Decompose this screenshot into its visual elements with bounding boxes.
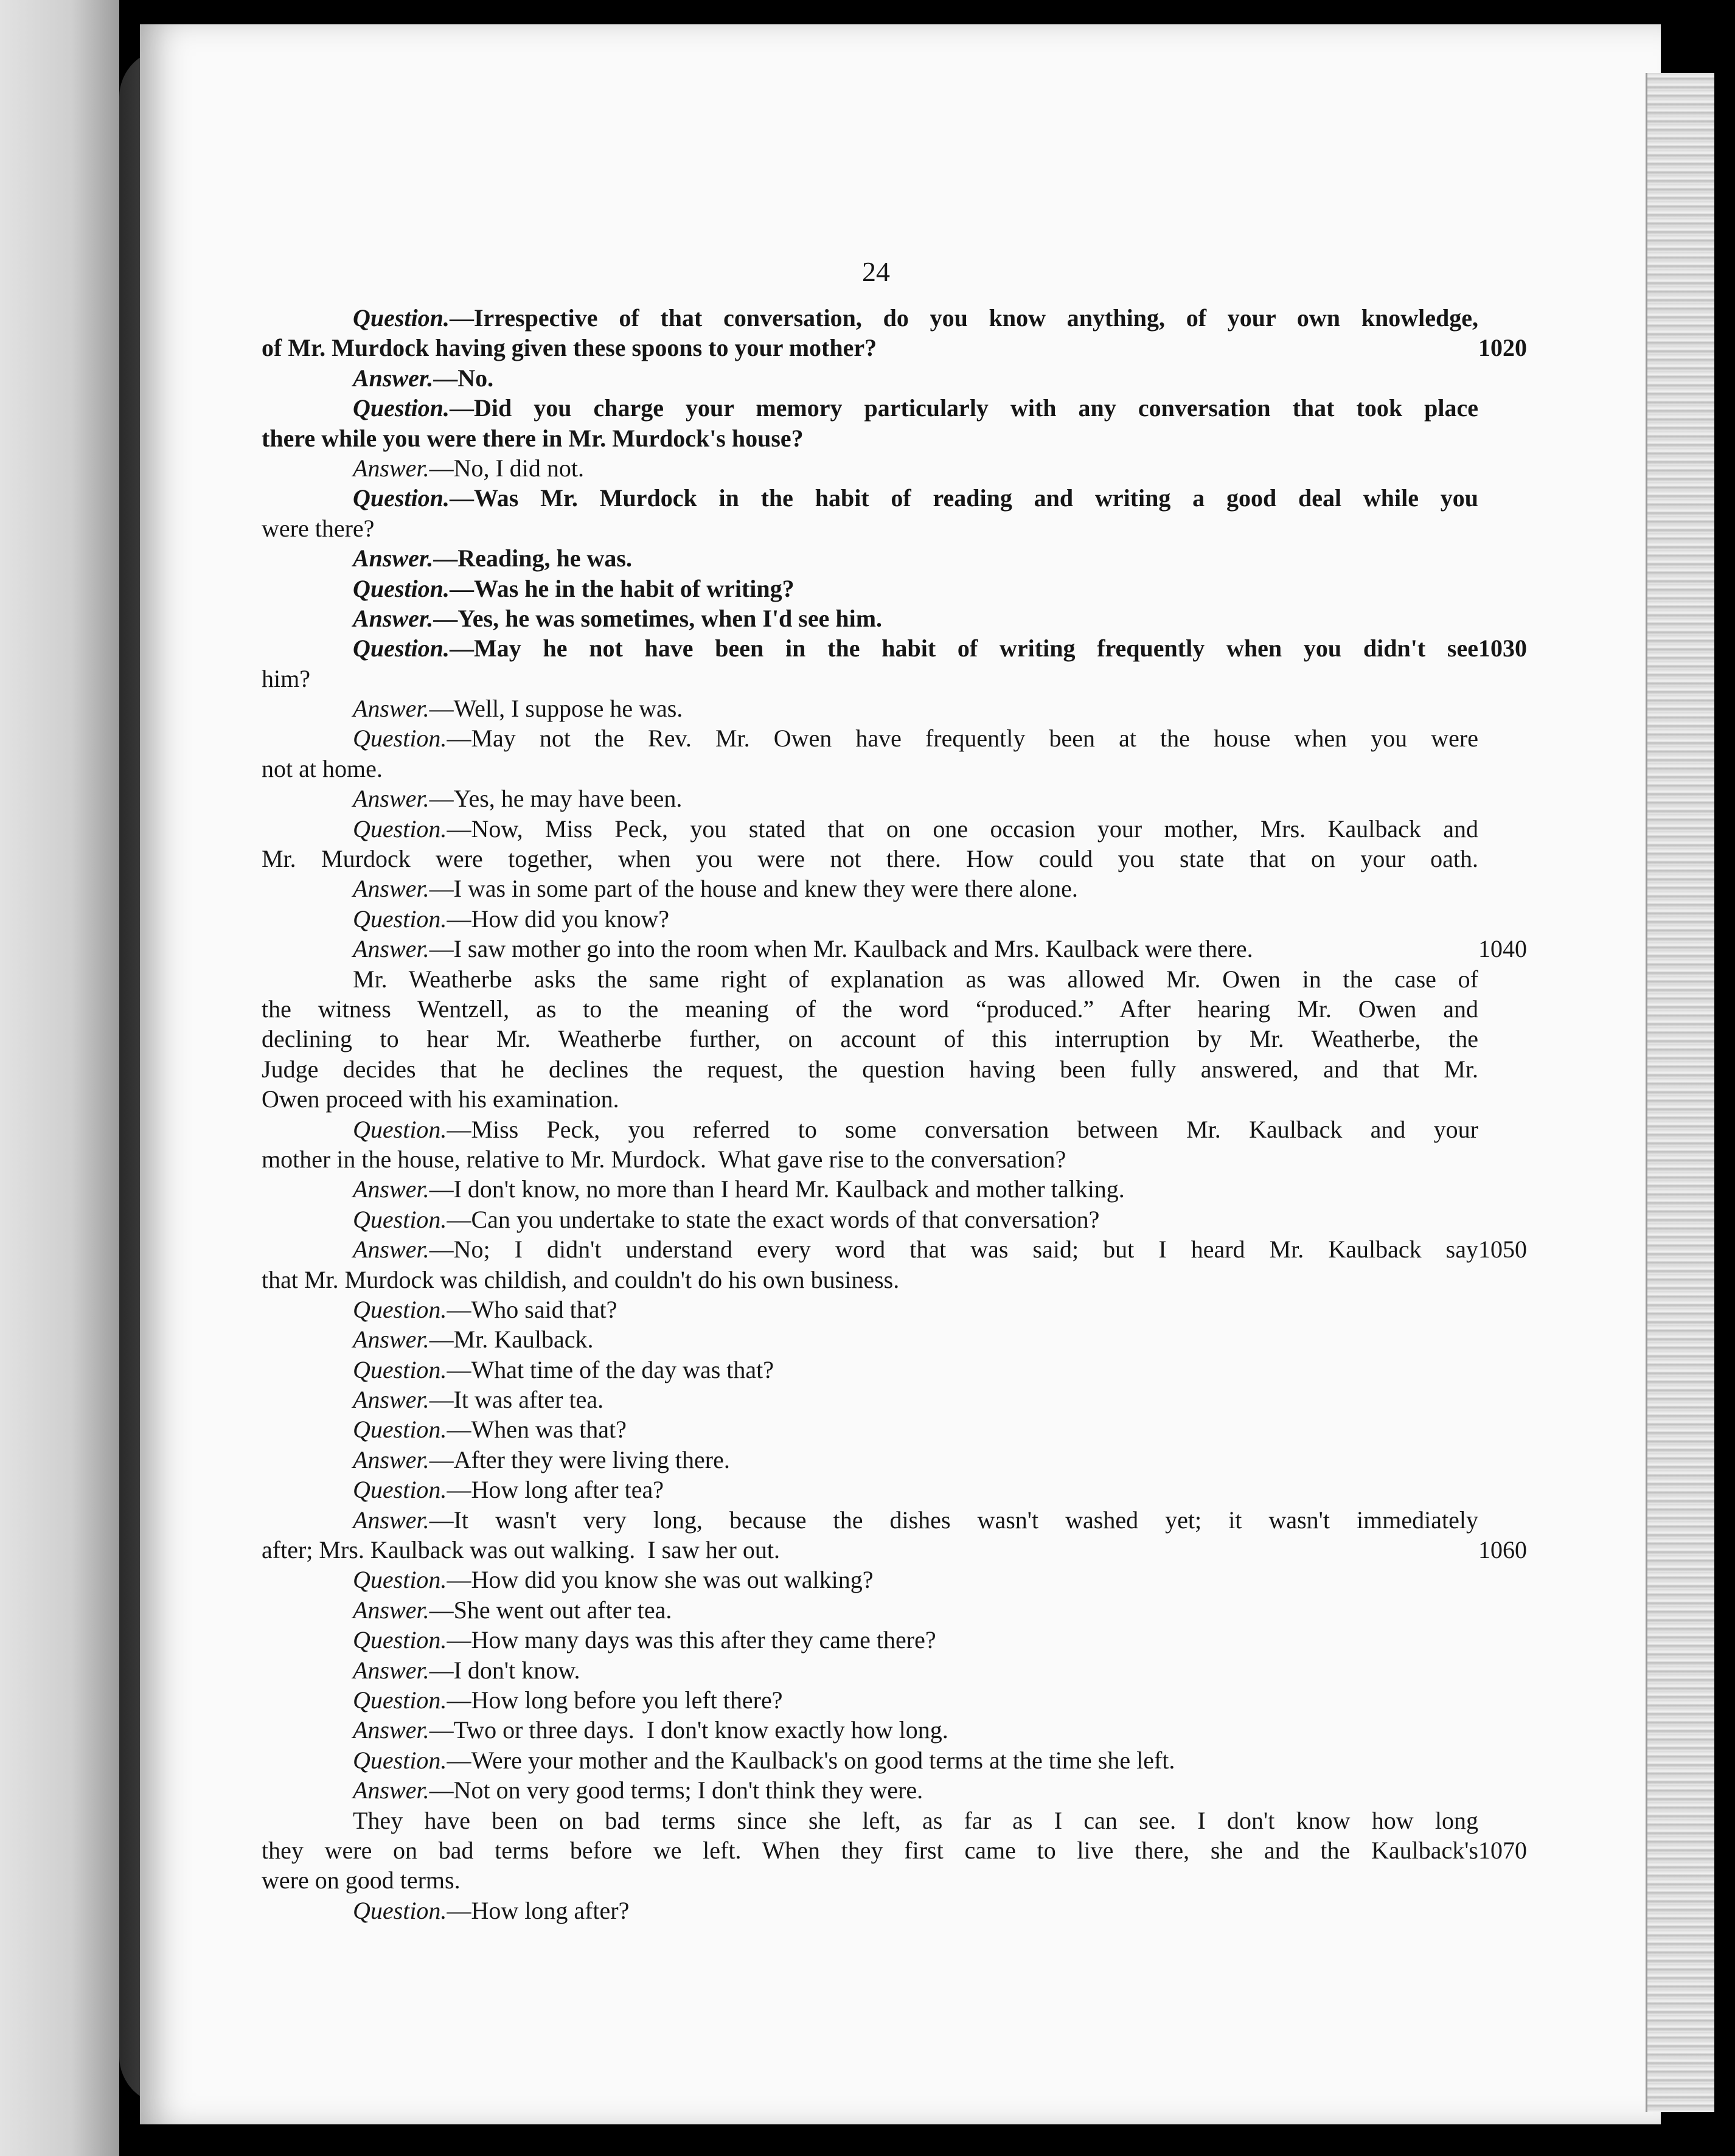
- page-number: 24: [862, 256, 890, 287]
- transcript-line: [262, 1174, 1478, 1204]
- line-text: —Reading, he was.: [433, 544, 632, 572]
- line-text: —What time of the day was that?: [447, 1355, 774, 1383]
- line-text: —Irrespective of that conversation, do you know anything, of your own knowledge,: [449, 304, 1478, 332]
- transcript-line: [262, 723, 1478, 753]
- transcript-line: [262, 1295, 1478, 1324]
- line-text: —Yes, he was sometimes, when I'd see him.: [433, 604, 883, 632]
- speaker-label: Question.: [353, 574, 450, 602]
- line-text: declining to hear Mr. Weatherbe further, on account of this interruption by Mr. Weatherbe, the: [262, 1025, 1478, 1053]
- transcript-line: [262, 1595, 1478, 1625]
- line-number: 1030: [1478, 635, 1527, 662]
- transcript-line: [262, 1806, 1478, 1835]
- line-number: 1050: [1478, 1236, 1527, 1264]
- transcript-line: [262, 1445, 1478, 1475]
- speaker-label: Answer.: [353, 1445, 429, 1473]
- transcript-line: [262, 423, 1478, 453]
- transcript-line: [262, 1355, 1478, 1385]
- transcript-line: [262, 1054, 1478, 1084]
- line-text: —Two or three days. I don't know exactly how long.: [429, 1716, 948, 1744]
- speaker-label: Question.: [353, 1295, 447, 1323]
- transcript-line: [262, 694, 1478, 723]
- line-text: —May not the Rev. Mr. Owen have frequently been at the house when you were: [447, 725, 1478, 753]
- speaker-label: Question.: [353, 484, 450, 512]
- transcript-line: [262, 1414, 1478, 1444]
- line-text: —Were your mother and the Kaulback's on good terms at the time she left.: [447, 1746, 1175, 1774]
- speaker-label: Question.: [353, 1115, 447, 1143]
- line-text: —Miss Peck, you referred to some conversation between Mr. Kaulback and your: [447, 1115, 1478, 1143]
- speaker-label: Question.: [353, 1626, 447, 1654]
- transcript-line: [262, 784, 1478, 813]
- line-text: —How long after tea?: [447, 1476, 664, 1504]
- speaker-label: Question.: [353, 1686, 447, 1714]
- line-text: Owen proceed with his examination.: [262, 1085, 619, 1113]
- speaker-label: Question.: [353, 304, 450, 332]
- line-text: —I saw mother go into the room when Mr. Kaulback and Mrs. Kaulback were there.: [429, 935, 1253, 963]
- transcript-line: [262, 1024, 1478, 1054]
- speaker-label: Answer.: [353, 785, 429, 813]
- line-text: —I don't know.: [429, 1656, 580, 1684]
- line-text: —How many days was this after they came there?: [447, 1626, 936, 1654]
- line-text: —May he not have been in the habit of writing frequently when you didn't see: [449, 635, 1478, 662]
- line-number: 1040: [1478, 935, 1527, 963]
- speaker-label: Answer.: [353, 544, 434, 572]
- transcript-line: [262, 1084, 1478, 1114]
- speaker-label: Answer.: [353, 1326, 429, 1354]
- line-text: —No; I didn't understand every word that was said; but I heard Mr. Kaulback say: [429, 1236, 1478, 1264]
- transcript-line: [262, 603, 1478, 633]
- speaker-label: Answer.: [353, 1386, 429, 1414]
- speaker-label: Question.: [353, 1205, 447, 1233]
- speaker-label: Answer.: [353, 875, 429, 903]
- transcript-line: [262, 574, 1478, 603]
- speaker-label: Answer.: [353, 1716, 429, 1744]
- line-text: —No.: [433, 364, 494, 392]
- line-text: —Can you undertake to state the exact words of that conversation?: [447, 1205, 1100, 1233]
- speaker-label: Question.: [353, 815, 447, 843]
- transcript-line: [262, 1745, 1478, 1775]
- line-text: —Not on very good terms; I don't think they were.: [429, 1776, 923, 1804]
- transcript-line: [262, 1715, 1478, 1745]
- line-text: —Who said that?: [447, 1295, 617, 1323]
- transcript-line: [262, 633, 1527, 663]
- transcript-line: [262, 363, 1478, 393]
- line-number: 1060: [1478, 1536, 1527, 1564]
- transcript-line: [262, 874, 1478, 903]
- line-text: —After they were living there.: [429, 1445, 730, 1473]
- line-text: —It wasn't very long, because the dishes wasn't washed yet; it wasn't immediately: [429, 1506, 1478, 1534]
- speaker-label: Question.: [353, 1476, 447, 1504]
- speaker-label: Answer.: [353, 604, 434, 632]
- line-text: after; Mrs. Kaulback was out walking. I saw her out.: [262, 1536, 780, 1564]
- line-text: not at home.: [262, 754, 383, 782]
- line-text: —How long after?: [447, 1896, 630, 1924]
- line-text: They have been on bad terms since she left, as far as I can see. I don't know how long: [353, 1806, 1478, 1834]
- transcript-line: [262, 1896, 1478, 1925]
- transcript-line: [262, 1385, 1478, 1414]
- line-text: the witness Wentzell, as to the meaning of the word “produced.” After hearing Mr. Owen and: [262, 995, 1478, 1023]
- transcript-line: [262, 814, 1478, 844]
- transcript-line: [262, 1144, 1478, 1174]
- transcript-line: [262, 1835, 1527, 1865]
- transcript-line: [262, 303, 1478, 333]
- line-text: —Mr. Kaulback.: [429, 1326, 594, 1354]
- speaker-label: Question.: [353, 394, 450, 422]
- transcript-line: [262, 1205, 1478, 1234]
- line-text: —It was after tea.: [429, 1386, 604, 1414]
- line-text: that Mr. Murdock was childish, and couldn't do his own business.: [262, 1265, 900, 1293]
- line-text: —Was Mr. Murdock in the habit of reading and writing a good deal while you: [449, 484, 1478, 512]
- transcript-line: [262, 1655, 1478, 1685]
- line-text: him?: [262, 664, 310, 692]
- facing-page-edge: [0, 0, 119, 2156]
- transcript-line: [262, 964, 1478, 994]
- speaker-label: Question.: [353, 1566, 447, 1594]
- line-text: mother in the house, relative to Mr. Murdock. What gave rise to the conversation?: [262, 1145, 1066, 1173]
- line-text: —Did you charge your memory particularly with any conversation that took place: [449, 394, 1478, 422]
- speaker-label: Answer.: [353, 364, 434, 392]
- transcript-line: [262, 513, 1478, 543]
- line-text: of Mr. Murdock having given these spoons to your mother?: [262, 334, 877, 362]
- line-text: —How did you know she was out walking?: [447, 1566, 874, 1594]
- transcript-line: [262, 1475, 1478, 1504]
- speaker-label: Question.: [353, 725, 447, 753]
- line-text: —I was in some part of the house and knew they were there alone.: [429, 875, 1078, 903]
- transcript-line: [262, 453, 1478, 483]
- line-text: —Well, I suppose he was.: [429, 695, 683, 723]
- transcript-body: [262, 303, 1527, 1925]
- line-text: Mr. Murdock were together, when you were not there. How could you state that on your oath.: [262, 845, 1478, 873]
- line-text: —No, I did not.: [429, 454, 585, 482]
- line-text: —I don't know, no more than I heard Mr. Kaulback and mother talking.: [429, 1175, 1125, 1203]
- speaker-label: Answer.: [353, 1236, 429, 1264]
- speaker-label: Answer.: [353, 1506, 429, 1534]
- line-text: —Now, Miss Peck, you stated that on one occasion your mother, Mrs. Kaulback and: [447, 815, 1478, 843]
- transcript-line: [262, 1625, 1478, 1655]
- line-text: —Was he in the habit of writing?: [449, 574, 794, 602]
- transcript-line: [262, 1775, 1478, 1805]
- page-stack-edge: [1646, 73, 1714, 2112]
- line-text: —Yes, he may have been.: [429, 785, 683, 813]
- transcript-line: [262, 483, 1478, 513]
- line-text: Mr. Weatherbe asks the same right of explanation as was allowed Mr. Owen in the case of: [353, 965, 1478, 993]
- line-text: —How long before you left there?: [447, 1686, 783, 1714]
- speaker-label: Answer.: [353, 695, 429, 723]
- speaker-label: Answer.: [353, 1175, 429, 1203]
- line-text: there while you were there in Mr. Murdock's house?: [262, 424, 804, 452]
- transcript-line: [262, 1535, 1527, 1565]
- transcript-line: [262, 333, 1527, 363]
- transcript-line: [262, 543, 1478, 573]
- line-number: 1020: [1478, 334, 1527, 362]
- speaker-label: Question.: [353, 1896, 447, 1924]
- speaker-label: Answer.: [353, 1656, 429, 1684]
- line-text: —When was that?: [447, 1416, 627, 1444]
- transcript-line: [262, 1324, 1478, 1354]
- transcript-line: [262, 754, 1478, 784]
- transcript-line: [262, 994, 1478, 1024]
- line-text: —She went out after tea.: [429, 1596, 672, 1624]
- transcript-line: [262, 1685, 1478, 1715]
- speaker-label: Question.: [353, 1746, 447, 1774]
- transcript-line: [262, 844, 1478, 874]
- speaker-label: Answer.: [353, 1596, 429, 1624]
- line-text: were there?: [262, 514, 375, 542]
- line-text: Judge decides that he declines the request, the question having been fully answered, and that Mr.: [262, 1055, 1478, 1083]
- speaker-label: Question.: [353, 1416, 447, 1444]
- transcript-line: [262, 393, 1478, 423]
- line-text: —How did you know?: [447, 905, 669, 933]
- speaker-label: Question.: [353, 635, 450, 662]
- transcript-line: [262, 1565, 1478, 1594]
- transcript-line: [262, 934, 1527, 964]
- transcript-line: [262, 664, 1478, 694]
- transcript-line: [262, 1265, 1478, 1295]
- speaker-label: Answer.: [353, 935, 429, 963]
- transcript-line: [262, 1505, 1478, 1535]
- transcript-line: [262, 1234, 1527, 1264]
- line-text: they were on bad terms before we left. When they first came to live there, she and the Kaulback's: [262, 1836, 1478, 1864]
- speaker-label: Answer.: [353, 1776, 429, 1804]
- transcript-line: [262, 1115, 1478, 1144]
- transcript-line: [262, 904, 1478, 934]
- speaker-label: Answer.: [353, 454, 429, 482]
- transcript-line: [262, 1865, 1478, 1895]
- line-number: 1070: [1478, 1836, 1527, 1864]
- speaker-label: Question.: [353, 905, 447, 933]
- speaker-label: Question.: [353, 1355, 447, 1383]
- line-text: were on good terms.: [262, 1866, 461, 1894]
